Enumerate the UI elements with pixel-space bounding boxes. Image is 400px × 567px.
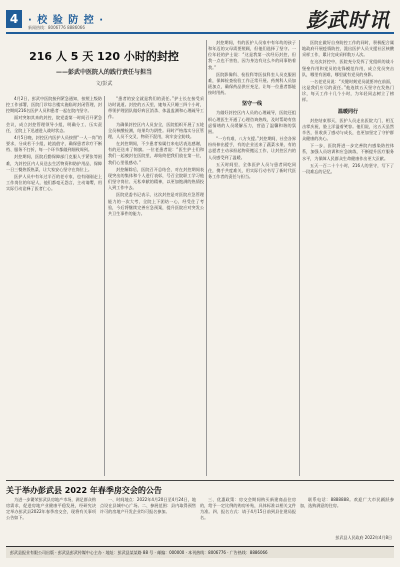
page-number: 4: [6, 10, 22, 28]
headline-block: [6, 40, 202, 92]
section-label: · 校 验 防 控 ·: [28, 15, 105, 26]
article-paragraph: 医院影像科、检验科等医技科室人员克服困难，保障检查检验工作正常开展。药剂科人员加班加点，确保药品供应充足，让每一位患者都能按时用药。: [208, 71, 296, 96]
column-divider: [206, 40, 207, 476]
page-footer: [6, 546, 394, 558]
column-subheading: 温暖同行: [337, 108, 358, 115]
article-paragraph: 下一步，医院将进一步完善院内感染防控体系，加强人员培训和应急演练，不断提升医疗服务水平，为保障人民群众生命健康作出更大贡献。: [302, 143, 394, 161]
article-byline: 文/彭武: [95, 81, 113, 87]
article-paragraph: 封控解除后，医院召开总结会，对在封控期间表现突出的集体和个人进行表彰，号召全院职工学习他们坚守岗位、无私奉献的精神，以更加饱满的热情投入到工作中去。: [108, 166, 204, 191]
article-column-4: [302, 40, 394, 476]
notice-paragraph: [200, 497, 296, 541]
article-paragraph: 封控期间，医院后勤保障部门克服人手紧张等困难，为封控区内人员送去生活物资和防护用品，保障一日三餐热饭热菜，让大家安心坚守在岗位上。: [6, 154, 102, 172]
article-subheadline: ——彭武中医院人的践行责任与担当: [55, 69, 152, 76]
article-paragraph: 五天一百二十个小时，216人的坚守，写下了一段难忘的记忆。: [302, 162, 394, 174]
column-subheading: 坚守一线: [241, 101, 262, 108]
article-column-3: [208, 40, 296, 476]
article-paragraph: “患者的安全就是我们的责任。”护士长在接受采访时说道。封控的五天里，她每天只睡三四个小时，带领护理团队做好病区消杀、体温监测和心理疏导工作。: [108, 96, 204, 120]
notice-text: 一、时间地点：2022年4月20日至4月24日，地点设在县城中心广场。二、参展范围：县内取得预售许可的房地产开发企业均可报名参加。: [100, 497, 196, 515]
notice-text: 联系电话：8888888。欢迎广大市民踊跃参加，选购满意的住房。: [300, 497, 394, 509]
article-paragraph: 面对突如其来的封控，院党委第一时间召开紧急会议，成立封控管理领导小组，明确分工、压实责任，全院上下迅速进入战时状态。: [6, 115, 102, 133]
article-paragraph: 为确保封控区内人员安全，医院组织开展了五轮全员核酸检测，结果均为阴性。同时严格落实分区管理，人员不交叉、物资不混用，筑牢安全防线。: [108, 121, 204, 139]
article-paragraph: 封控期间，有的医护人员家中有年幼的孩子和年迈的父母需要照顾，但他们选择了坚守。一位年轻的护士说：“这是我第一次经历封控，但我一点也不害怕，因为身边有这么多的同事陪着我。”: [208, 40, 296, 70]
article-column-1: [6, 96, 102, 476]
article-paragraph: 在封控期间，不少患者家属打来电话表达感谢，有的还送来了锦旗。一位老患者说：“医生护士们和我们一起被封在医院里，却始终把我们放在第一位，我们心里很感动。”: [108, 141, 204, 165]
article-paragraph: 医护人员中有年过半百的老专家，也有刚刚走上工作岗位的年轻人，他们都毫无怨言，主动请缨，用实际行动诠释了医者仁心。: [6, 173, 102, 192]
article-paragraph: 五天时间里，全体医护人员与患者同吃同住，携手共度难关，用实际行动书写了新时代医务工作者的责任与担当。: [208, 161, 296, 179]
masthead-logo: 彭武时讯: [306, 8, 390, 32]
column-divider: [299, 40, 300, 476]
edition-line: 新闻热线：8006776 8886066: [28, 25, 85, 30]
notice-text: 三、优惠政策：房交会期间购买新建商品住房的，给予一定比例的购房补贴，具体标准以相关文件为准。四、报名方式：请于4月15日前到县住建局报名。: [200, 497, 296, 521]
notice-paragraph: [100, 497, 196, 541]
notice-title: 关于举办彭武县 2022 年春季房交会的公告: [6, 486, 162, 495]
article-paragraph: 为做好封控区内人员的心理疏导，医院还组织心理医生开通了心理咨询热线，及时帮助有焦虑情绪的人员缓解压力，营造了温馨和谐的氛围。: [208, 110, 296, 134]
notice-divider: [6, 480, 394, 481]
notice-paragraph: [6, 497, 96, 541]
article-paragraph: “一方有难，八方支援。”封控期间，社会各界纷纷伸出援手，有的企业送来了蔬菜水果，有的志愿者主动承担起物资搬运工作，让封控区内的人员感受到了温暖。: [208, 136, 296, 160]
article-paragraph: 4月2日，彭武中医院接到紧急通知，按照上级防控工作部署，医院门诊综合楼实施临时封闭管理，封控期间216名医护人员和患者一起在院内坚守。: [6, 96, 102, 114]
article-headline: 216 人 5 天 120 小时的封控: [29, 50, 179, 63]
article-paragraph: 一名老党员说：“关键时刻党员就要冲在前面，这是我们应尽的责任。”他连续五天坚守在发热门诊，每天工作十几个小时，为年轻同志树立了榜样。: [302, 78, 394, 103]
notice-text: 为进一步繁荣彭武县房地产市场，满足群众购房需求，促进房地产业健康平稳发展，经研究决定举办彭武县2022年春季房交会，现将有关事项公告如下。: [6, 497, 96, 521]
article-paragraph: 在这次封控中，医院充分发挥了党组织的战斗堡垒作用和党员的先锋模范作用，成立党员突击队，哪里有困难，哪里就有党员的身影。: [302, 59, 394, 77]
footer-imprint: 彭武县报业有限公司出版 · 彭武县彭武传媒中心主办 · 地址：彭武县某某路 88 号 · 邮编：000000 · 本刊热线：8006776 · 广告热线：8886066: [10, 550, 268, 555]
page-header: [6, 4, 394, 34]
article-paragraph: 4月5日晚，封控区内医护人员按照“一人一岗”的要求，分成若干小组，轮流值守，确保患者诊疗不断档、服务不打折，每一个环节都做到细致周到。: [6, 134, 102, 153]
notice-signature: 彭武县人民政府 2022年4月8日: [335, 535, 392, 540]
article-paragraph: 医院在做好自身防控工作的同时，积极配合属地政府开展疫情防控，派出医护人员支援社区核酸采样工作，累计完成采样数万人次。: [302, 40, 394, 58]
article-column-2: [108, 96, 204, 476]
header-rule: [6, 32, 394, 34]
article-paragraph: 医院党委书记表示，这次封控是对医院应急管理能力的一次大考，全院上下团结一心，经受住了考验，今后将继续完善应急预案，提升医院应对突发公共卫生事件的能力。: [108, 192, 204, 216]
column-divider: [104, 96, 105, 476]
article-paragraph: 封控结束那天，医护人员走出医院大门，相互击掌庆祝，脸上洋溢着笑容。他们说，这五天虽然辛苦，但收获了感动与成长，也更加坚定了守护群众健康的决心。: [302, 117, 394, 142]
